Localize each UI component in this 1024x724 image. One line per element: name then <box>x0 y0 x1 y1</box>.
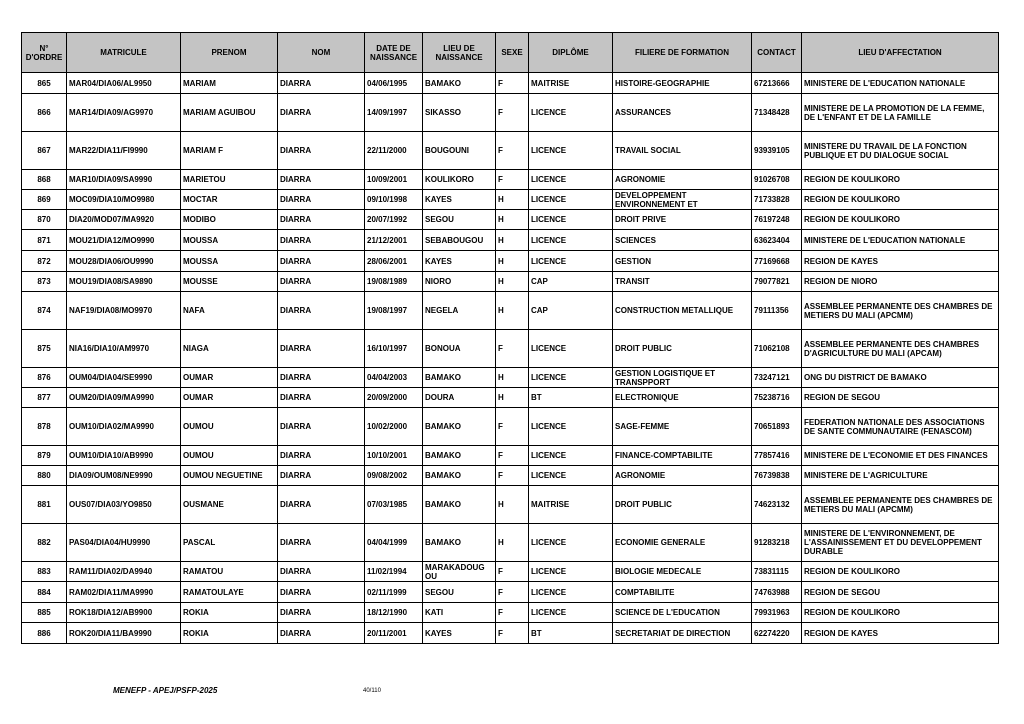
matricule-cell: MOU28/DIA06/OU9990 <box>67 251 181 272</box>
diplome-cell: LICENCE <box>529 94 613 132</box>
footer-reference: MENEFP - APEJ/PSFP-2025 <box>113 686 218 695</box>
affectation-cell: ONG DU DISTRICT DE BAMAKO <box>802 368 999 388</box>
table-row <box>22 272 999 292</box>
sexe-cell: H <box>496 524 529 562</box>
birthdate-cell: 09/10/1998 <box>365 190 423 210</box>
order-cell: 883 <box>22 562 67 582</box>
contact-cell: 73247121 <box>752 368 802 388</box>
nom-cell: DIARRA <box>278 272 365 292</box>
order-cell: 875 <box>22 330 67 368</box>
table-row <box>22 94 999 132</box>
prenom-cell: OUMAR <box>181 388 278 408</box>
sexe-cell: H <box>496 272 529 292</box>
prenom-cell: MARIAM <box>181 73 278 94</box>
birthplace-cell: SEGOU <box>423 582 496 603</box>
diplome-cell: LICENCE <box>529 582 613 603</box>
diplome-cell: MAITRISE <box>529 486 613 524</box>
sexe-cell: H <box>496 190 529 210</box>
prenom-cell: OUMOU <box>181 446 278 466</box>
diplome-cell: LICENCE <box>529 230 613 251</box>
header-cell: MATRICULE <box>67 33 181 73</box>
birthdate-cell: 11/02/1994 <box>365 562 423 582</box>
affectation-cell: REGION DE KOULIKORO <box>802 170 999 190</box>
prenom-cell: ROKIA <box>181 623 278 644</box>
affectation-cell: MINISTERE DU TRAVAIL DE LA FONCTION PUBLIQUE ET DU DIALOGUE SOCIAL <box>802 132 999 170</box>
header-cell: FILIERE DE FORMATION <box>613 33 752 73</box>
filiere-cell: FINANCE-COMPTABILITE <box>613 446 752 466</box>
prenom-cell: MOUSSA <box>181 230 278 251</box>
sexe-cell: F <box>496 446 529 466</box>
sexe-cell: F <box>496 582 529 603</box>
header-cell: PRENOM <box>181 33 278 73</box>
birthplace-cell: BAMAKO <box>423 446 496 466</box>
contact-cell: 67213666 <box>752 73 802 94</box>
table-row <box>22 562 999 582</box>
birthplace-cell: BAMAKO <box>423 524 496 562</box>
birthdate-cell: 10/10/2001 <box>365 446 423 466</box>
prenom-cell: NAFA <box>181 292 278 330</box>
order-cell: 876 <box>22 368 67 388</box>
table-row <box>22 330 999 368</box>
birthplace-cell: BAMAKO <box>423 466 496 486</box>
filiere-cell: GESTION LOGISTIQUE ET TRANSPPORT <box>613 368 752 388</box>
contact-cell: 62274220 <box>752 623 802 644</box>
contact-cell: 71348428 <box>752 94 802 132</box>
table-row <box>22 190 999 210</box>
affectation-cell: ASSEMBLEE PERMANENTE DES CHAMBRES DE METIERS DU MALI (APCMM) <box>802 292 999 330</box>
contact-cell: 76739838 <box>752 466 802 486</box>
birthplace-cell: BOUGOUNI <box>423 132 496 170</box>
prenom-cell: MOCTAR <box>181 190 278 210</box>
birthplace-cell: SEGOU <box>423 210 496 230</box>
order-cell: 884 <box>22 582 67 603</box>
order-cell: 865 <box>22 73 67 94</box>
filiere-cell: DEVELOPPEMENT ENVIRONNEMENT ET <box>613 190 752 210</box>
affectation-cell: REGION DE NIORO <box>802 272 999 292</box>
page-number: 40/110 <box>363 688 381 694</box>
table-row <box>22 170 999 190</box>
matricule-cell: OUS07/DIA03/YO9850 <box>67 486 181 524</box>
filiere-cell: CONSTRUCTION METALLIQUE <box>613 292 752 330</box>
table-row <box>22 582 999 603</box>
matricule-cell: OUM10/DIA10/AB9990 <box>67 446 181 466</box>
matricule-cell: RAM02/DIA11/MA9990 <box>67 582 181 603</box>
nom-cell: DIARRA <box>278 210 365 230</box>
matricule-cell: NIA16/DIA10/AM9970 <box>67 330 181 368</box>
table-row <box>22 292 999 330</box>
filiere-cell: ELECTRONIQUE <box>613 388 752 408</box>
diplome-cell: BT <box>529 388 613 408</box>
birthdate-cell: 04/06/1995 <box>365 73 423 94</box>
table-header <box>22 33 999 73</box>
filiere-cell: SCIENCES <box>613 230 752 251</box>
prenom-cell: MARIAM AGUIBOU <box>181 94 278 132</box>
matricule-cell: RAM11/DIA02/DA9940 <box>67 562 181 582</box>
matricule-cell: OUM04/DIA04/SE9990 <box>67 368 181 388</box>
contact-cell: 79931963 <box>752 603 802 623</box>
nom-cell: DIARRA <box>278 230 365 251</box>
birthplace-cell: SEBABOUGOU <box>423 230 496 251</box>
birthdate-cell: 07/03/1985 <box>365 486 423 524</box>
table-row <box>22 230 999 251</box>
birthdate-cell: 02/11/1999 <box>365 582 423 603</box>
sexe-cell: F <box>496 170 529 190</box>
matricule-cell: MAR14/DIA09/AG9970 <box>67 94 181 132</box>
diplome-cell: LICENCE <box>529 132 613 170</box>
birthdate-cell: 04/04/1999 <box>365 524 423 562</box>
filiere-cell: HISTOIRE-GEOGRAPHIE <box>613 73 752 94</box>
nom-cell: DIARRA <box>278 446 365 466</box>
order-cell: 885 <box>22 603 67 623</box>
affectation-cell: MINISTERE DE L'EDUCATION NATIONALE <box>802 73 999 94</box>
header-cell: SEXE <box>496 33 529 73</box>
diplome-cell: LICENCE <box>529 368 613 388</box>
contact-cell: 71733828 <box>752 190 802 210</box>
birthdate-cell: 19/08/1997 <box>365 292 423 330</box>
birthdate-cell: 10/09/2001 <box>365 170 423 190</box>
filiere-cell: AGRONOMIE <box>613 170 752 190</box>
matricule-cell: NAF19/DIA08/MO9970 <box>67 292 181 330</box>
diplome-cell: LICENCE <box>529 562 613 582</box>
diplome-cell: LICENCE <box>529 170 613 190</box>
nom-cell: DIARRA <box>278 170 365 190</box>
affectation-cell: REGION DE KOULIKORO <box>802 190 999 210</box>
order-cell: 879 <box>22 446 67 466</box>
prenom-cell: MOUSSE <box>181 272 278 292</box>
affectation-cell: REGION DE KAYES <box>802 623 999 644</box>
filiere-cell: SCIENCE DE L'EDUCATION <box>613 603 752 623</box>
table-row <box>22 524 999 562</box>
prenom-cell: OUMOU <box>181 408 278 446</box>
sexe-cell: F <box>496 73 529 94</box>
birthdate-cell: 20/09/2000 <box>365 388 423 408</box>
prenom-cell: RAMATOULAYE <box>181 582 278 603</box>
matricule-cell: OUM20/DIA09/MA9990 <box>67 388 181 408</box>
affectation-cell: MINISTERE DE L'ENVIRONNEMENT, DE L'ASSAINISSEMENT ET DU DEVELOPPEMENT DURABLE <box>802 524 999 562</box>
birthplace-cell: NIORO <box>423 272 496 292</box>
affectation-cell: REGION DE KOULIKORO <box>802 603 999 623</box>
nom-cell: DIARRA <box>278 330 365 368</box>
filiere-cell: DROIT PRIVE <box>613 210 752 230</box>
contact-cell: 77857416 <box>752 446 802 466</box>
order-cell: 872 <box>22 251 67 272</box>
birthdate-cell: 22/11/2000 <box>365 132 423 170</box>
prenom-cell: RAMATOU <box>181 562 278 582</box>
nom-cell: DIARRA <box>278 582 365 603</box>
order-cell: 866 <box>22 94 67 132</box>
nom-cell: DIARRA <box>278 292 365 330</box>
affectation-cell: REGION DE SEGOU <box>802 582 999 603</box>
diplome-cell: LICENCE <box>529 466 613 486</box>
sexe-cell: H <box>496 210 529 230</box>
diplome-cell: LICENCE <box>529 408 613 446</box>
nom-cell: DIARRA <box>278 388 365 408</box>
diplome-cell: LICENCE <box>529 210 613 230</box>
affectation-table <box>21 32 999 644</box>
diplome-cell: CAP <box>529 292 613 330</box>
contact-cell: 75238716 <box>752 388 802 408</box>
affectation-cell: REGION DE SEGOU <box>802 388 999 408</box>
birthplace-cell: KAYES <box>423 251 496 272</box>
order-cell: 880 <box>22 466 67 486</box>
affectation-cell: REGION DE KOULIKORO <box>802 210 999 230</box>
contact-cell: 71062108 <box>752 330 802 368</box>
matricule-cell: ROK20/DIA11/BA9990 <box>67 623 181 644</box>
matricule-cell: MAR22/DIA11/FI9990 <box>67 132 181 170</box>
sexe-cell: F <box>496 94 529 132</box>
sexe-cell: H <box>496 486 529 524</box>
diplome-cell: LICENCE <box>529 446 613 466</box>
filiere-cell: SECRETARIAT DE DIRECTION <box>613 623 752 644</box>
sexe-cell: H <box>496 292 529 330</box>
birthplace-cell: DOURA <box>423 388 496 408</box>
affectation-cell: ASSEMBLEE PERMANENTE DES CHAMBRES D'AGRICULTURE DU MALI (APCAM) <box>802 330 999 368</box>
contact-cell: 79111356 <box>752 292 802 330</box>
nom-cell: DIARRA <box>278 132 365 170</box>
birthplace-cell: MARAKADOUG OU <box>423 562 496 582</box>
matricule-cell: MOU19/DIA08/SA9890 <box>67 272 181 292</box>
filiere-cell: GESTION <box>613 251 752 272</box>
header-cell: NOM <box>278 33 365 73</box>
affectation-cell: MINISTERE DE L'ECONOMIE ET DES FINANCES <box>802 446 999 466</box>
sexe-cell: H <box>496 368 529 388</box>
filiere-cell: ASSURANCES <box>613 94 752 132</box>
birthdate-cell: 04/04/2003 <box>365 368 423 388</box>
prenom-cell: OUMOU NEGUETINE <box>181 466 278 486</box>
prenom-cell: ROKIA <box>181 603 278 623</box>
birthdate-cell: 19/08/1989 <box>365 272 423 292</box>
header-cell: DIPLÔME <box>529 33 613 73</box>
birthplace-cell: KAYES <box>423 190 496 210</box>
table-row <box>22 73 999 94</box>
affectation-cell: MINISTERE DE L'AGRICULTURE <box>802 466 999 486</box>
affectation-cell: MINISTERE DE LA PROMOTION DE LA FEMME, DE L'ENFANT ET DE LA FAMILLE <box>802 94 999 132</box>
prenom-cell: MARIETOU <box>181 170 278 190</box>
matricule-cell: ROK18/DIA12/AB9900 <box>67 603 181 623</box>
header-cell: DATE DE NAISSANCE <box>365 33 423 73</box>
order-cell: 881 <box>22 486 67 524</box>
nom-cell: DIARRA <box>278 368 365 388</box>
filiere-cell: TRANSIT <box>613 272 752 292</box>
nom-cell: DIARRA <box>278 603 365 623</box>
sexe-cell: F <box>496 408 529 446</box>
nom-cell: DIARRA <box>278 94 365 132</box>
contact-cell: 91026708 <box>752 170 802 190</box>
order-cell: 869 <box>22 190 67 210</box>
prenom-cell: OUMAR <box>181 368 278 388</box>
birthdate-cell: 28/06/2001 <box>365 251 423 272</box>
diplome-cell: LICENCE <box>529 603 613 623</box>
contact-cell: 79077821 <box>752 272 802 292</box>
birthplace-cell: KATI <box>423 603 496 623</box>
header-cell: N° D'ORDRE <box>22 33 67 73</box>
birthplace-cell: KAYES <box>423 623 496 644</box>
table-row <box>22 388 999 408</box>
order-cell: 868 <box>22 170 67 190</box>
header-cell: LIEU DE NAISSANCE <box>423 33 496 73</box>
matricule-cell: DIA09/OUM08/NE9990 <box>67 466 181 486</box>
birthdate-cell: 21/12/2001 <box>365 230 423 251</box>
birthplace-cell: BAMAKO <box>423 73 496 94</box>
nom-cell: DIARRA <box>278 73 365 94</box>
order-cell: 878 <box>22 408 67 446</box>
order-cell: 886 <box>22 623 67 644</box>
matricule-cell: MOC09/DIA10/MO9980 <box>67 190 181 210</box>
matricule-cell: DIA20/MOD07/MA9920 <box>67 210 181 230</box>
table-row <box>22 251 999 272</box>
contact-cell: 76197248 <box>752 210 802 230</box>
prenom-cell: PASCAL <box>181 524 278 562</box>
nom-cell: DIARRA <box>278 466 365 486</box>
table-row <box>22 368 999 388</box>
nom-cell: DIARRA <box>278 562 365 582</box>
table-row <box>22 486 999 524</box>
contact-cell: 77169668 <box>752 251 802 272</box>
filiere-cell: COMPTABILITE <box>613 582 752 603</box>
affectation-cell: MINISTERE DE L'EDUCATION NATIONALE <box>802 230 999 251</box>
filiere-cell: TRAVAIL SOCIAL <box>613 132 752 170</box>
order-cell: 882 <box>22 524 67 562</box>
matricule-cell: OUM10/DIA02/MA9990 <box>67 408 181 446</box>
diplome-cell: LICENCE <box>529 524 613 562</box>
diplome-cell: LICENCE <box>529 251 613 272</box>
order-cell: 871 <box>22 230 67 251</box>
contact-cell: 93939105 <box>752 132 802 170</box>
diplome-cell: LICENCE <box>529 330 613 368</box>
order-cell: 873 <box>22 272 67 292</box>
contact-cell: 63623404 <box>752 230 802 251</box>
table-row <box>22 603 999 623</box>
filiere-cell: ECONOMIE GENERALE <box>613 524 752 562</box>
nom-cell: DIARRA <box>278 190 365 210</box>
table-body <box>22 73 999 644</box>
matricule-cell: PAS04/DIA04/HU9990 <box>67 524 181 562</box>
contact-cell: 74763988 <box>752 582 802 603</box>
prenom-cell: NIAGA <box>181 330 278 368</box>
order-cell: 867 <box>22 132 67 170</box>
birthdate-cell: 18/12/1990 <box>365 603 423 623</box>
birthdate-cell: 14/09/1997 <box>365 94 423 132</box>
header-cell: LIEU D'AFFECTATION <box>802 33 999 73</box>
nom-cell: DIARRA <box>278 251 365 272</box>
sexe-cell: F <box>496 330 529 368</box>
prenom-cell: OUSMANE <box>181 486 278 524</box>
matricule-cell: MAR10/DIA09/SA9990 <box>67 170 181 190</box>
filiere-cell: AGRONOMIE <box>613 466 752 486</box>
sexe-cell: F <box>496 623 529 644</box>
affectation-cell: REGION DE KOULIKORO <box>802 562 999 582</box>
table-row <box>22 408 999 446</box>
sexe-cell: F <box>496 466 529 486</box>
filiere-cell: DROIT PUBLIC <box>613 486 752 524</box>
diplome-cell: CAP <box>529 272 613 292</box>
prenom-cell: MODIBO <box>181 210 278 230</box>
birthplace-cell: KOULIKORO <box>423 170 496 190</box>
order-cell: 877 <box>22 388 67 408</box>
sexe-cell: F <box>496 562 529 582</box>
sexe-cell: H <box>496 388 529 408</box>
birthdate-cell: 09/08/2002 <box>365 466 423 486</box>
nom-cell: DIARRA <box>278 623 365 644</box>
filiere-cell: BIOLOGIE MEDECALE <box>613 562 752 582</box>
table-row <box>22 132 999 170</box>
filiere-cell: SAGE-FEMME <box>613 408 752 446</box>
contact-cell: 70651893 <box>752 408 802 446</box>
sexe-cell: F <box>496 603 529 623</box>
sexe-cell: H <box>496 251 529 272</box>
sexe-cell: H <box>496 230 529 251</box>
prenom-cell: MARIAM F <box>181 132 278 170</box>
prenom-cell: MOUSSA <box>181 251 278 272</box>
order-cell: 874 <box>22 292 67 330</box>
birthplace-cell: BAMAKO <box>423 408 496 446</box>
contact-cell: 91283218 <box>752 524 802 562</box>
order-cell: 870 <box>22 210 67 230</box>
table-row <box>22 466 999 486</box>
birthdate-cell: 20/07/1992 <box>365 210 423 230</box>
filiere-cell: DROIT PUBLIC <box>613 330 752 368</box>
birthdate-cell: 10/02/2000 <box>365 408 423 446</box>
contact-cell: 74623132 <box>752 486 802 524</box>
sexe-cell: F <box>496 132 529 170</box>
birthdate-cell: 16/10/1997 <box>365 330 423 368</box>
birthplace-cell: SIKASSO <box>423 94 496 132</box>
birthplace-cell: BAMAKO <box>423 486 496 524</box>
diplome-cell: BT <box>529 623 613 644</box>
birthdate-cell: 20/11/2001 <box>365 623 423 644</box>
birthplace-cell: BAMAKO <box>423 368 496 388</box>
header-cell: CONTACT <box>752 33 802 73</box>
matricule-cell: MAR04/DIA06/AL9950 <box>67 73 181 94</box>
matricule-cell: MOU21/DIA12/MO9990 <box>67 230 181 251</box>
affectation-cell: REGION DE KAYES <box>802 251 999 272</box>
affectation-cell: ASSEMBLEE PERMANENTE DES CHAMBRES DE METIERS DU MALI (APCMM) <box>802 486 999 524</box>
table-row <box>22 446 999 466</box>
table-row <box>22 623 999 644</box>
contact-cell: 73831115 <box>752 562 802 582</box>
diplome-cell: MAITRISE <box>529 73 613 94</box>
nom-cell: DIARRA <box>278 524 365 562</box>
nom-cell: DIARRA <box>278 486 365 524</box>
birthplace-cell: NEGELA <box>423 292 496 330</box>
affectation-cell: FEDERATION NATIONALE DES ASSOCIATIONS DE SANTE COMMUNAUTAIRE (FENASCOM) <box>802 408 999 446</box>
birthplace-cell: BONOUA <box>423 330 496 368</box>
nom-cell: DIARRA <box>278 408 365 446</box>
diplome-cell: LICENCE <box>529 190 613 210</box>
table-row <box>22 210 999 230</box>
